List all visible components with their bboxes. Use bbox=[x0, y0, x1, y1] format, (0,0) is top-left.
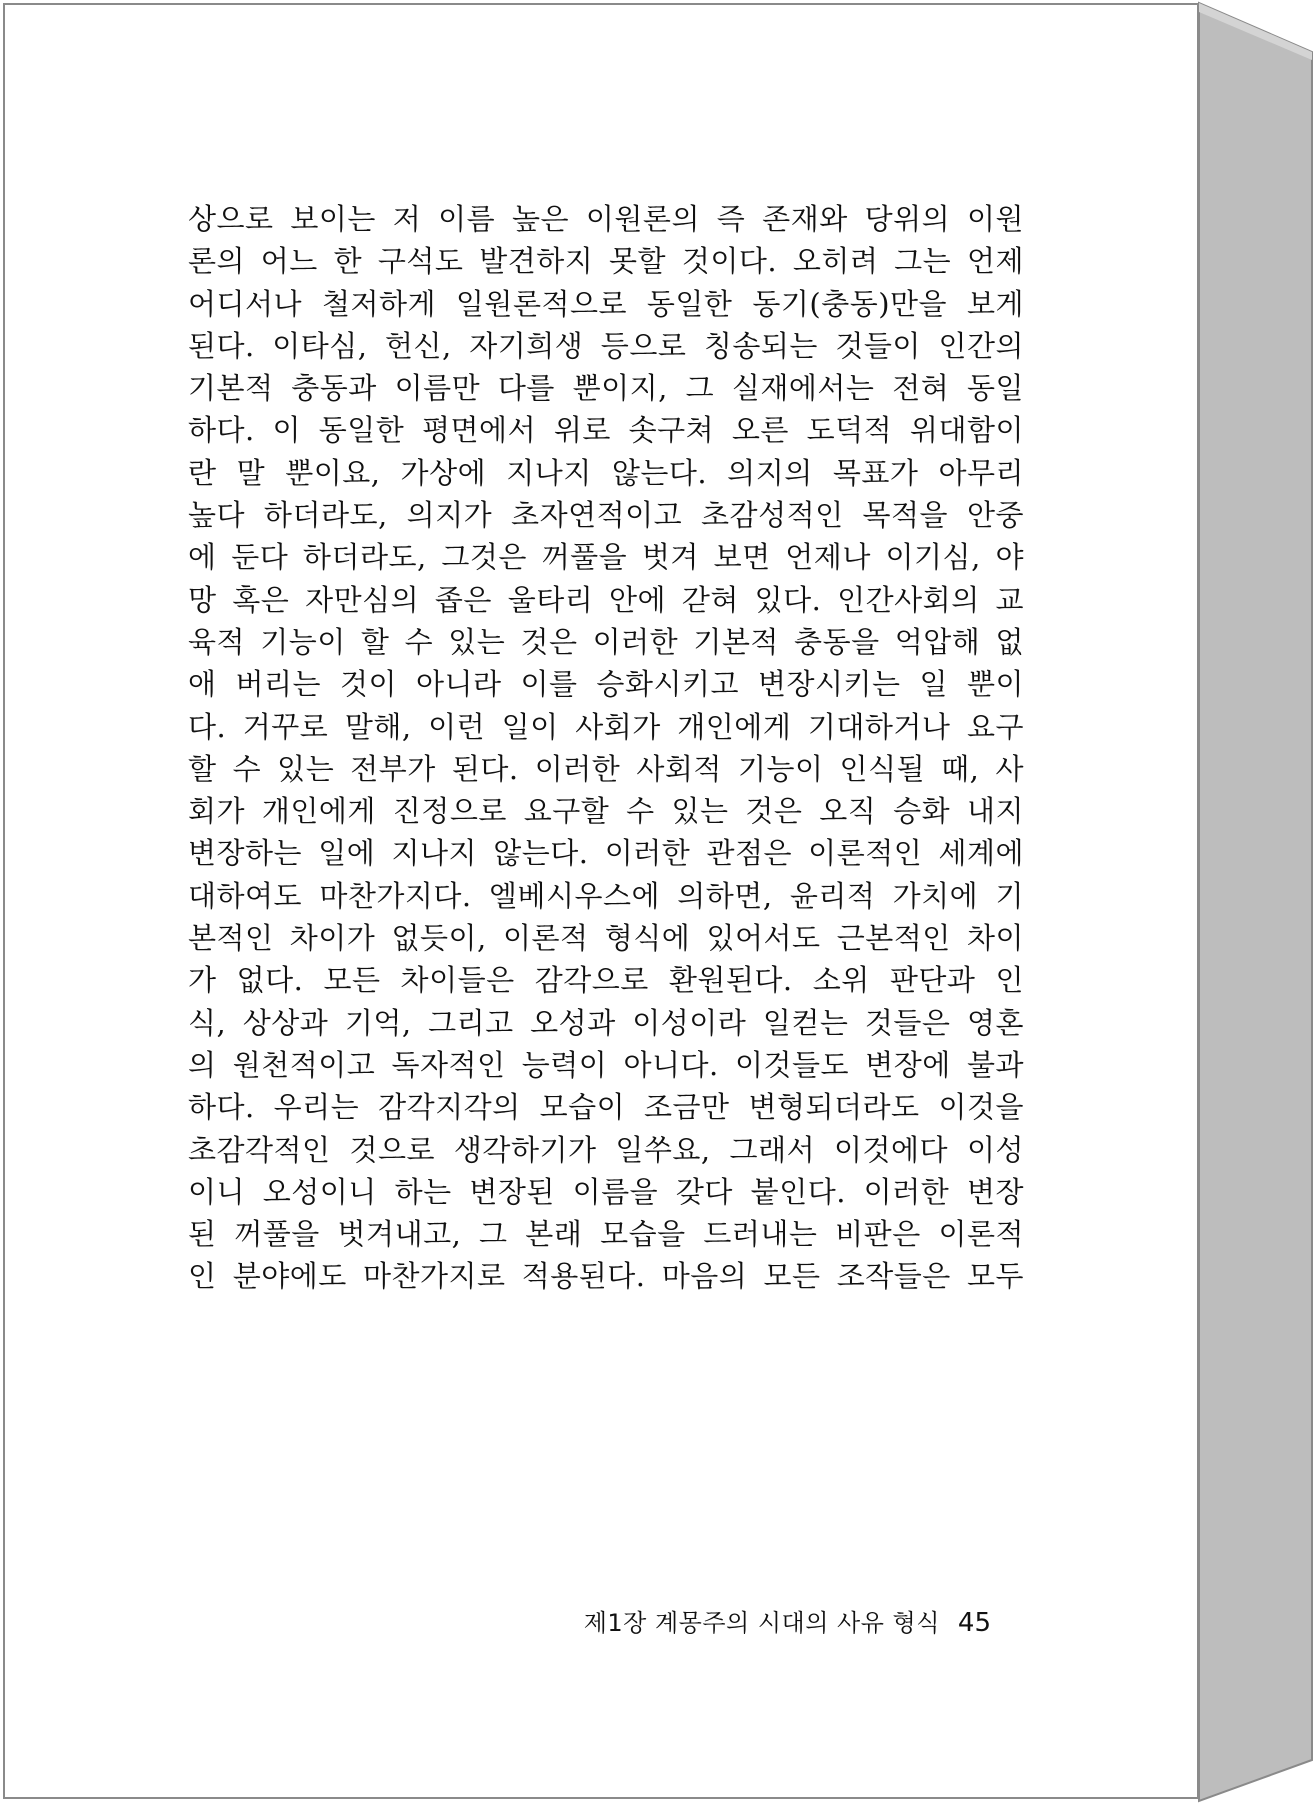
text-line: 어디서나 철저하게 일원론적으로 동일한 동기(충동)만을 보게 bbox=[188, 286, 1024, 321]
text-line: 의 원천적이고 독자적인 능력이 아니다. 이것들도 변장에 불과 bbox=[188, 1047, 1024, 1082]
page-number: 45 bbox=[957, 1608, 991, 1638]
text-line: 육적 기능이 할 수 있는 것은 이러한 기본적 충동을 억압해 없 bbox=[188, 624, 1024, 659]
text-line: 기본적 충동과 이름만 다를 뿐이지, 그 실재에서는 전혀 동일 bbox=[188, 371, 1024, 406]
text-line: 된 꺼풀을 벗겨내고, 그 본래 모습을 드러내는 비판은 이론적 bbox=[188, 1217, 1024, 1252]
text-line: 란 말 뿐이요, 가상에 지나지 않는다. 의지의 목표가 아무리 bbox=[188, 455, 1024, 490]
book-page bbox=[3, 3, 1199, 1799]
text-line: 된다. 이타심, 헌신, 자기희생 등으로 칭송되는 것들이 인간의 bbox=[188, 328, 1024, 363]
text-line: 가 없다. 모든 차이들은 감각으로 환원된다. 소위 판단과 인 bbox=[188, 963, 1024, 998]
text-line: 대하여도 마찬가지다. 엘베시우스에 의하면, 윤리적 가치에 기 bbox=[188, 878, 1024, 913]
text-line: 에 둔다 하더라도, 그것은 꺼풀을 벗겨 보면 언제나 이기심, 야 bbox=[188, 540, 1024, 575]
text-line: 할 수 있는 전부가 된다. 이러한 사회적 기능이 인식될 때, 사 bbox=[188, 751, 1024, 786]
text-line: 하다. 우리는 감각지각의 모습이 조금만 변형되더라도 이것을 bbox=[188, 1090, 1024, 1125]
running-head: 제1장 계몽주의 시대의 사유 형식 bbox=[583, 1609, 940, 1637]
text-line: 식, 상상과 기억, 그리고 오성과 이성이라 일컫는 것들은 영혼 bbox=[188, 1005, 1024, 1040]
text-line: 높다 하더라도, 의지가 초자연적이고 초감성적인 목적을 안중 bbox=[188, 498, 1024, 533]
text-line: 론의 어느 한 구석도 발견하지 못할 것이다. 오히려 그는 언제 bbox=[188, 244, 1024, 279]
text-line: 망 혹은 자만심의 좁은 울타리 안에 갇혀 있다. 인간사회의 교 bbox=[188, 582, 1024, 617]
text-line: 회가 개인에게 진정으로 요구할 수 있는 것은 오직 승화 내지 bbox=[188, 794, 1024, 829]
text-line: 다. 거꾸로 말해, 이런 일이 사회가 개인에게 기대하거나 요구 bbox=[188, 709, 1024, 744]
text-line: 인 분야에도 마찬가지로 적용된다. 마음의 모든 조작들은 모두 bbox=[188, 1259, 1024, 1294]
text-line: 초감각적인 것으로 생각하기가 일쑤요, 그래서 이것에다 이성 bbox=[188, 1132, 1024, 1167]
text-line: 변장하는 일에 지나지 않는다. 이러한 관점은 이론적인 세계에 bbox=[188, 836, 1024, 871]
text-line: 상으로 보이는 저 이름 높은 이원론의 즉 존재와 당위의 이원 bbox=[188, 202, 1024, 236]
text-line: 본적인 차이가 없듯이, 이론적 형식에 있어서도 근본적인 차이 bbox=[188, 921, 1024, 956]
text-line: 애 버리는 것이 아니라 이를 승화시키고 변장시키는 일 뿐이 bbox=[188, 667, 1024, 702]
page-footer bbox=[571, 1603, 991, 1643]
text-line: 이니 오성이니 하는 변장된 이름을 갖다 붙인다. 이러한 변장 bbox=[188, 1174, 1024, 1209]
body-text bbox=[188, 198, 1024, 1298]
text-line: 하다. 이 동일한 평면에서 위로 솟구쳐 오른 도덕적 위대함이 bbox=[188, 413, 1024, 448]
